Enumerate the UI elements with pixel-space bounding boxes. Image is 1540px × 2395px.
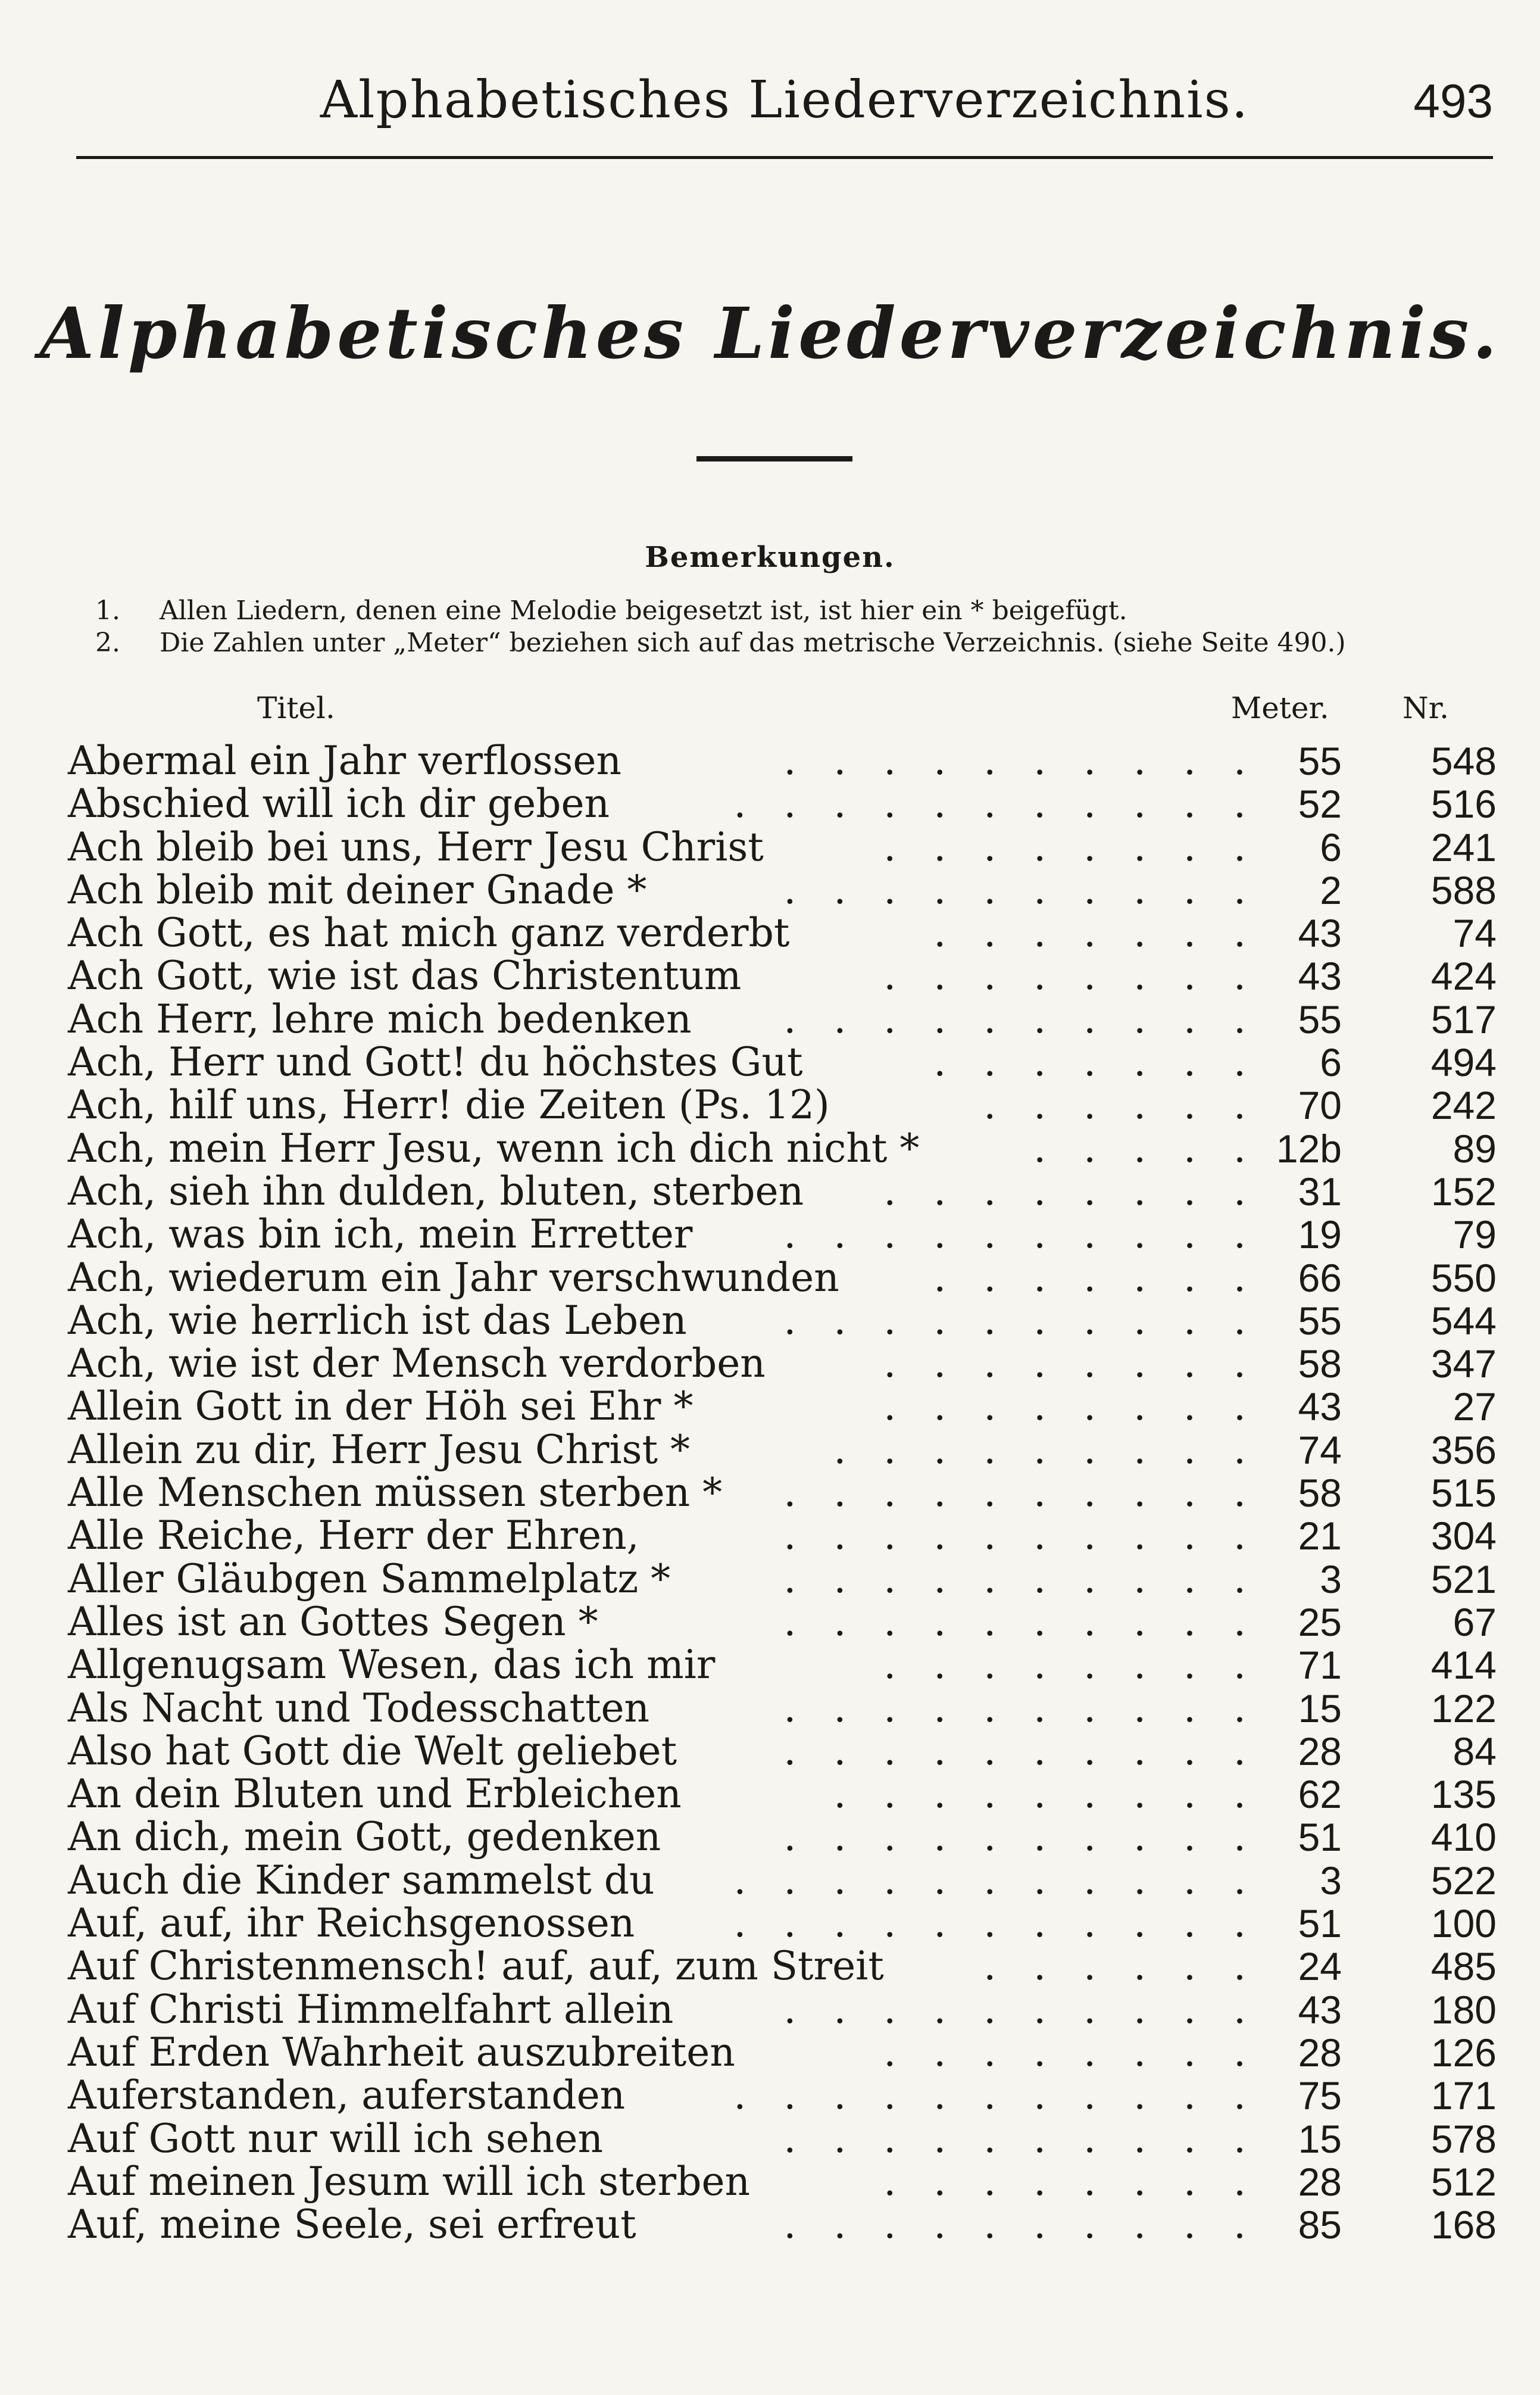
entry-meter: 28 [1298,1729,1342,1773]
remark-text: Allen Liedern, denen eine Melodie beigesetzt ist, ist hier ein * beigefügt. [160,595,1127,626]
entry-title: Allgenugsam Wesen, das ich mir [68,1642,716,1688]
entry-meter: 66 [1298,1255,1342,1300]
entry-title: Ach, wie herrlich ist das Leben [68,1297,687,1343]
entry-title: Ach, was bin ich, mein Erretter [68,1211,693,1258]
entry-title: Ach bleib mit deiner Gnade * [68,866,647,913]
entry-number: 522 [1430,1858,1497,1903]
leader-dots: . . . . . . . . . . [783,1727,1258,1774]
entry-meter: 74 [1298,1427,1342,1472]
entry-number: 171 [1430,2073,1497,2118]
entry-number: 516 [1430,782,1497,827]
entry-meter: 43 [1298,911,1342,956]
entry-meter: 71 [1298,1643,1342,1688]
index-row [68,1727,1497,1774]
entry-meter: 43 [1298,954,1342,999]
entry-meter: 85 [1298,2203,1342,2247]
entry-number: 578 [1430,2116,1497,2161]
entry-number: 485 [1430,1944,1497,1989]
entry-number: 356 [1430,1427,1497,1472]
entry-meter: 43 [1298,1384,1342,1429]
remark-number: 2. [95,628,120,658]
column-header-titel: Titel. [257,691,335,725]
entry-title: Auch die Kinder sammelst du [68,1857,655,1903]
index-row [68,2203,1497,2246]
entry-number: 304 [1430,1514,1497,1558]
index-row [68,1859,1497,1902]
entry-title: Alle Reiche, Herr der Ehren, [68,1513,639,1559]
entry-meter: 52 [1298,782,1342,827]
leader-dots: . . . . . . . . . . [783,866,1258,913]
index-row [68,826,1497,869]
entry-meter: 31 [1298,1169,1342,1214]
index-row [68,1299,1497,1342]
index-row [68,866,1497,913]
leader-dots: . . . . . . . . . . . [733,2072,1258,2119]
entry-number: 548 [1430,739,1497,783]
entry-number: 414 [1430,1643,1497,1688]
entry-title: Auf, auf, ihr Reichsgenossen [68,1900,635,1947]
entry-meter: 28 [1298,2159,1342,2204]
title-divider [696,456,852,461]
entry-meter: 28 [1298,2030,1342,2075]
entry-title: Abermal ein Jahr verflossen [68,738,621,784]
leader-dots: . . . . . . . . . . [783,1555,1258,1602]
leader-dots: . . . . . . . . . . [783,1470,1258,1516]
entry-number: 515 [1430,1471,1497,1515]
entry-number: 588 [1430,868,1497,912]
entry-title: Auferstanden, auferstanden [68,2072,626,2119]
index-row [68,2115,1497,2162]
entry-number: 27 [1452,1384,1497,1429]
entry-meter: 6 [1320,825,1342,869]
remark-item [95,595,1127,626]
column-header-nr: Nr. [1402,691,1450,725]
entry-meter: 24 [1298,1944,1342,1989]
entry-meter: 19 [1298,1212,1342,1257]
column-header-meter: Meter. [1231,691,1329,725]
entry-title: Also hat Gott die Welt geliebet [68,1727,677,1774]
leader-dots: . . . . . . . . [883,824,1258,870]
leader-dots: . . . . . . . . . [833,1426,1258,1473]
leader-dots: . . . . . . . [933,910,1258,956]
entry-meter: 15 [1298,1686,1342,1730]
entry-meter: 70 [1298,1083,1342,1128]
entry-number: 135 [1430,1772,1497,1817]
remarks-heading: Bemerkungen. [645,541,895,574]
entry-title: Auf Gott nur will ich sehen [68,2115,603,2162]
remark-text: Die Zahlen unter „Meter“ beziehen sich auf das metrische Verzeichnis. (siehe Seite 490.) [160,628,1346,658]
entry-title: Auf Erden Wahrheit auszubreiten [68,2029,735,2075]
index-row [68,998,1497,1041]
leader-dots: . . . . . . . . [883,2158,1258,2204]
index-row [68,1945,1497,1988]
entry-title: Allein zu dir, Herr Jesu Christ * [68,1426,691,1473]
index-row [68,1555,1497,1602]
entry-title: Ach Herr, lehre mich bedenken [68,996,692,1042]
entry-number: 89 [1452,1126,1497,1171]
index-row [68,1773,1497,1816]
entry-meter: 58 [1298,1342,1342,1386]
leader-dots: . . . . . . . . . . [783,2201,1258,2248]
header-rule [76,156,1493,159]
entry-title: Alles ist an Gottes Segen * [68,1598,598,1645]
remark-item [95,628,1346,658]
leader-dots: . . . . . . . . [883,1168,1258,1214]
index-row [68,1988,1497,2031]
entry-number: 126 [1430,2030,1497,2075]
index-row [68,1816,1497,1858]
leader-dots: . . . . . . . . . . [783,1598,1258,1645]
main-title: Alphabetisches Liederverzeichnis. [39,292,1501,375]
leader-dots: . . . . . . . . [883,1642,1258,1688]
index-row [68,1687,1497,1730]
index-row [68,1041,1497,1084]
leader-dots: . . . . . . . . [883,1383,1258,1430]
index-row [68,782,1497,825]
leader-dots: . . . . . . . . . . [783,1814,1258,1860]
entry-meter: 55 [1298,1298,1342,1343]
leader-dots: . . . . . . . . . . . [733,781,1258,827]
entry-meter: 55 [1298,997,1342,1041]
entry-number: 550 [1430,1255,1497,1300]
entry-title: Auf Christenmensch! auf, auf, zum Streit [68,1943,884,1989]
entry-meter: 43 [1298,1987,1342,2032]
index-row [68,1256,1497,1299]
index-row [68,1170,1497,1213]
entry-title: Ach, Herr und Gott! du höchstes Gut [68,1039,803,1086]
index-row [68,1514,1497,1557]
entry-meter: 6 [1320,1040,1342,1085]
index-row [68,1385,1497,1428]
index-row [68,2160,1497,2203]
entry-meter: 75 [1298,2073,1342,2118]
entry-number: 152 [1430,1169,1497,1214]
leader-dots: . . . . . . . . . . . [733,1900,1258,1947]
index-row [68,740,1497,782]
entry-meter: 58 [1298,1471,1342,1515]
index-row [68,2031,1497,2074]
entry-number: 241 [1430,825,1497,869]
entry-number: 122 [1430,1686,1497,1730]
leader-dots: . . . . . . . [933,1039,1258,1086]
index-row [68,1342,1497,1385]
index-row [68,1902,1497,1945]
index-row [68,912,1497,955]
leader-dots: . . . . . . . . [883,2029,1258,2075]
entry-title: An dein Bluten und Erbleichen [68,1771,682,1817]
entry-meter: 51 [1298,1815,1342,1860]
entry-number: 67 [1452,1599,1497,1644]
entry-number: 544 [1430,1298,1497,1343]
entry-title: Aller Gläubgen Sammelplatz * [68,1555,671,1602]
entry-number: 79 [1452,1212,1497,1257]
leader-dots: . . . . . . . . . . [783,996,1258,1042]
index-row [68,1471,1497,1514]
leader-dots: . . . . . . . . . . [783,2115,1258,2162]
entry-title: Auf meinen Jesum will ich sterben [68,2158,751,2204]
entry-number: 410 [1430,1815,1497,1860]
entry-title: Allein Gott in der Höh sei Ehr * [68,1383,694,1430]
index-row [68,1598,1497,1645]
entry-meter: 3 [1320,1557,1342,1601]
index-row [68,955,1497,997]
entry-number: 517 [1430,997,1497,1041]
entry-meter: 21 [1298,1514,1342,1558]
entry-meter: 51 [1298,1901,1342,1946]
entry-title: Ach, wie ist der Mensch verdorben [68,1340,766,1387]
entry-number: 180 [1430,1987,1497,2032]
leader-dots: . . . . . . . . . . [783,1685,1258,1731]
remark-number: 1. [95,595,120,626]
leader-dots: . . . . . . . . . . [783,738,1258,784]
page-number: 493 [1413,74,1493,127]
running-title: Alphabetisches Liederverzeichnis. [320,70,1250,130]
entry-meter: 3 [1320,1858,1342,1903]
leader-dots: . . . . . . . . . . [783,1297,1258,1343]
leader-dots: . . . . . . . . . . [783,1513,1258,1559]
entry-title: Ach, hilf uns, Herr! die Zeiten (Ps. 12) [68,1082,830,1128]
entry-title: An dich, mein Gott, gedenken [68,1814,661,1860]
leader-dots: . . . . . . . . . . . [733,1857,1258,1903]
entry-number: 494 [1430,1040,1497,1085]
entry-title: Auf Christi Himmelfahrt allein [68,1986,674,2032]
entry-number: 521 [1430,1557,1497,1601]
entry-title: Alle Menschen müssen sterben * [68,1470,723,1516]
entry-number: 168 [1430,2203,1497,2247]
leader-dots: . . . . . . . . . . [783,1986,1258,2032]
entry-number: 242 [1430,1083,1497,1128]
page-header [76,70,1493,136]
index-row [68,1127,1497,1170]
entry-title: Ach Gott, wie ist das Christentum [68,953,742,999]
leader-dots: . . . . . . . [933,1254,1258,1301]
entry-title: Ach, wiederum ein Jahr verschwunden [68,1254,839,1301]
entry-number: 84 [1452,1729,1497,1773]
entry-title: Abschied will ich dir geben [68,781,610,827]
entry-title: Auf, meine Seele, sei erfreut [68,2201,636,2248]
entry-title: Ach bleib bei uns, Herr Jesu Christ [68,824,764,870]
entry-title: Ach Gott, es hat mich ganz verderbt [68,910,790,956]
entry-title: Als Nacht und Todesschatten [68,1685,650,1731]
entry-number: 424 [1430,954,1497,999]
entry-meter: 62 [1298,1772,1342,1817]
index-row [68,1644,1497,1686]
entry-meter: 25 [1298,1599,1342,1644]
entry-number: 512 [1430,2159,1497,2204]
entry-meter: 15 [1298,2116,1342,2161]
entry-title: Ach, mein Herr Jesu, wenn ich dich nicht * [68,1125,920,1171]
leader-dots: . . . . . [1033,1125,1258,1171]
entry-meter: 2 [1320,868,1342,912]
entry-number: 74 [1452,911,1497,956]
leader-dots: . . . . . . . . [883,953,1258,999]
entry-title: Ach, sieh ihn dulden, bluten, sterben [68,1168,804,1214]
leader-dots: . . . . . . [983,1943,1258,1989]
entry-meter: 12b [1276,1126,1342,1171]
leader-dots: . . . . . . . . . . [783,1211,1258,1258]
hymn-index-list [68,740,1497,2246]
index-row [68,1084,1497,1127]
entry-meter: 55 [1298,739,1342,783]
leader-dots: . . . . . . . . [883,1340,1258,1387]
entry-number: 347 [1430,1342,1497,1386]
leader-dots: . . . . . . [983,1082,1258,1128]
index-row [68,1426,1497,1473]
index-row [68,2074,1497,2117]
leader-dots: . . . . . . . . . [833,1771,1258,1817]
entry-number: 100 [1430,1901,1497,1946]
index-row [68,1213,1497,1256]
